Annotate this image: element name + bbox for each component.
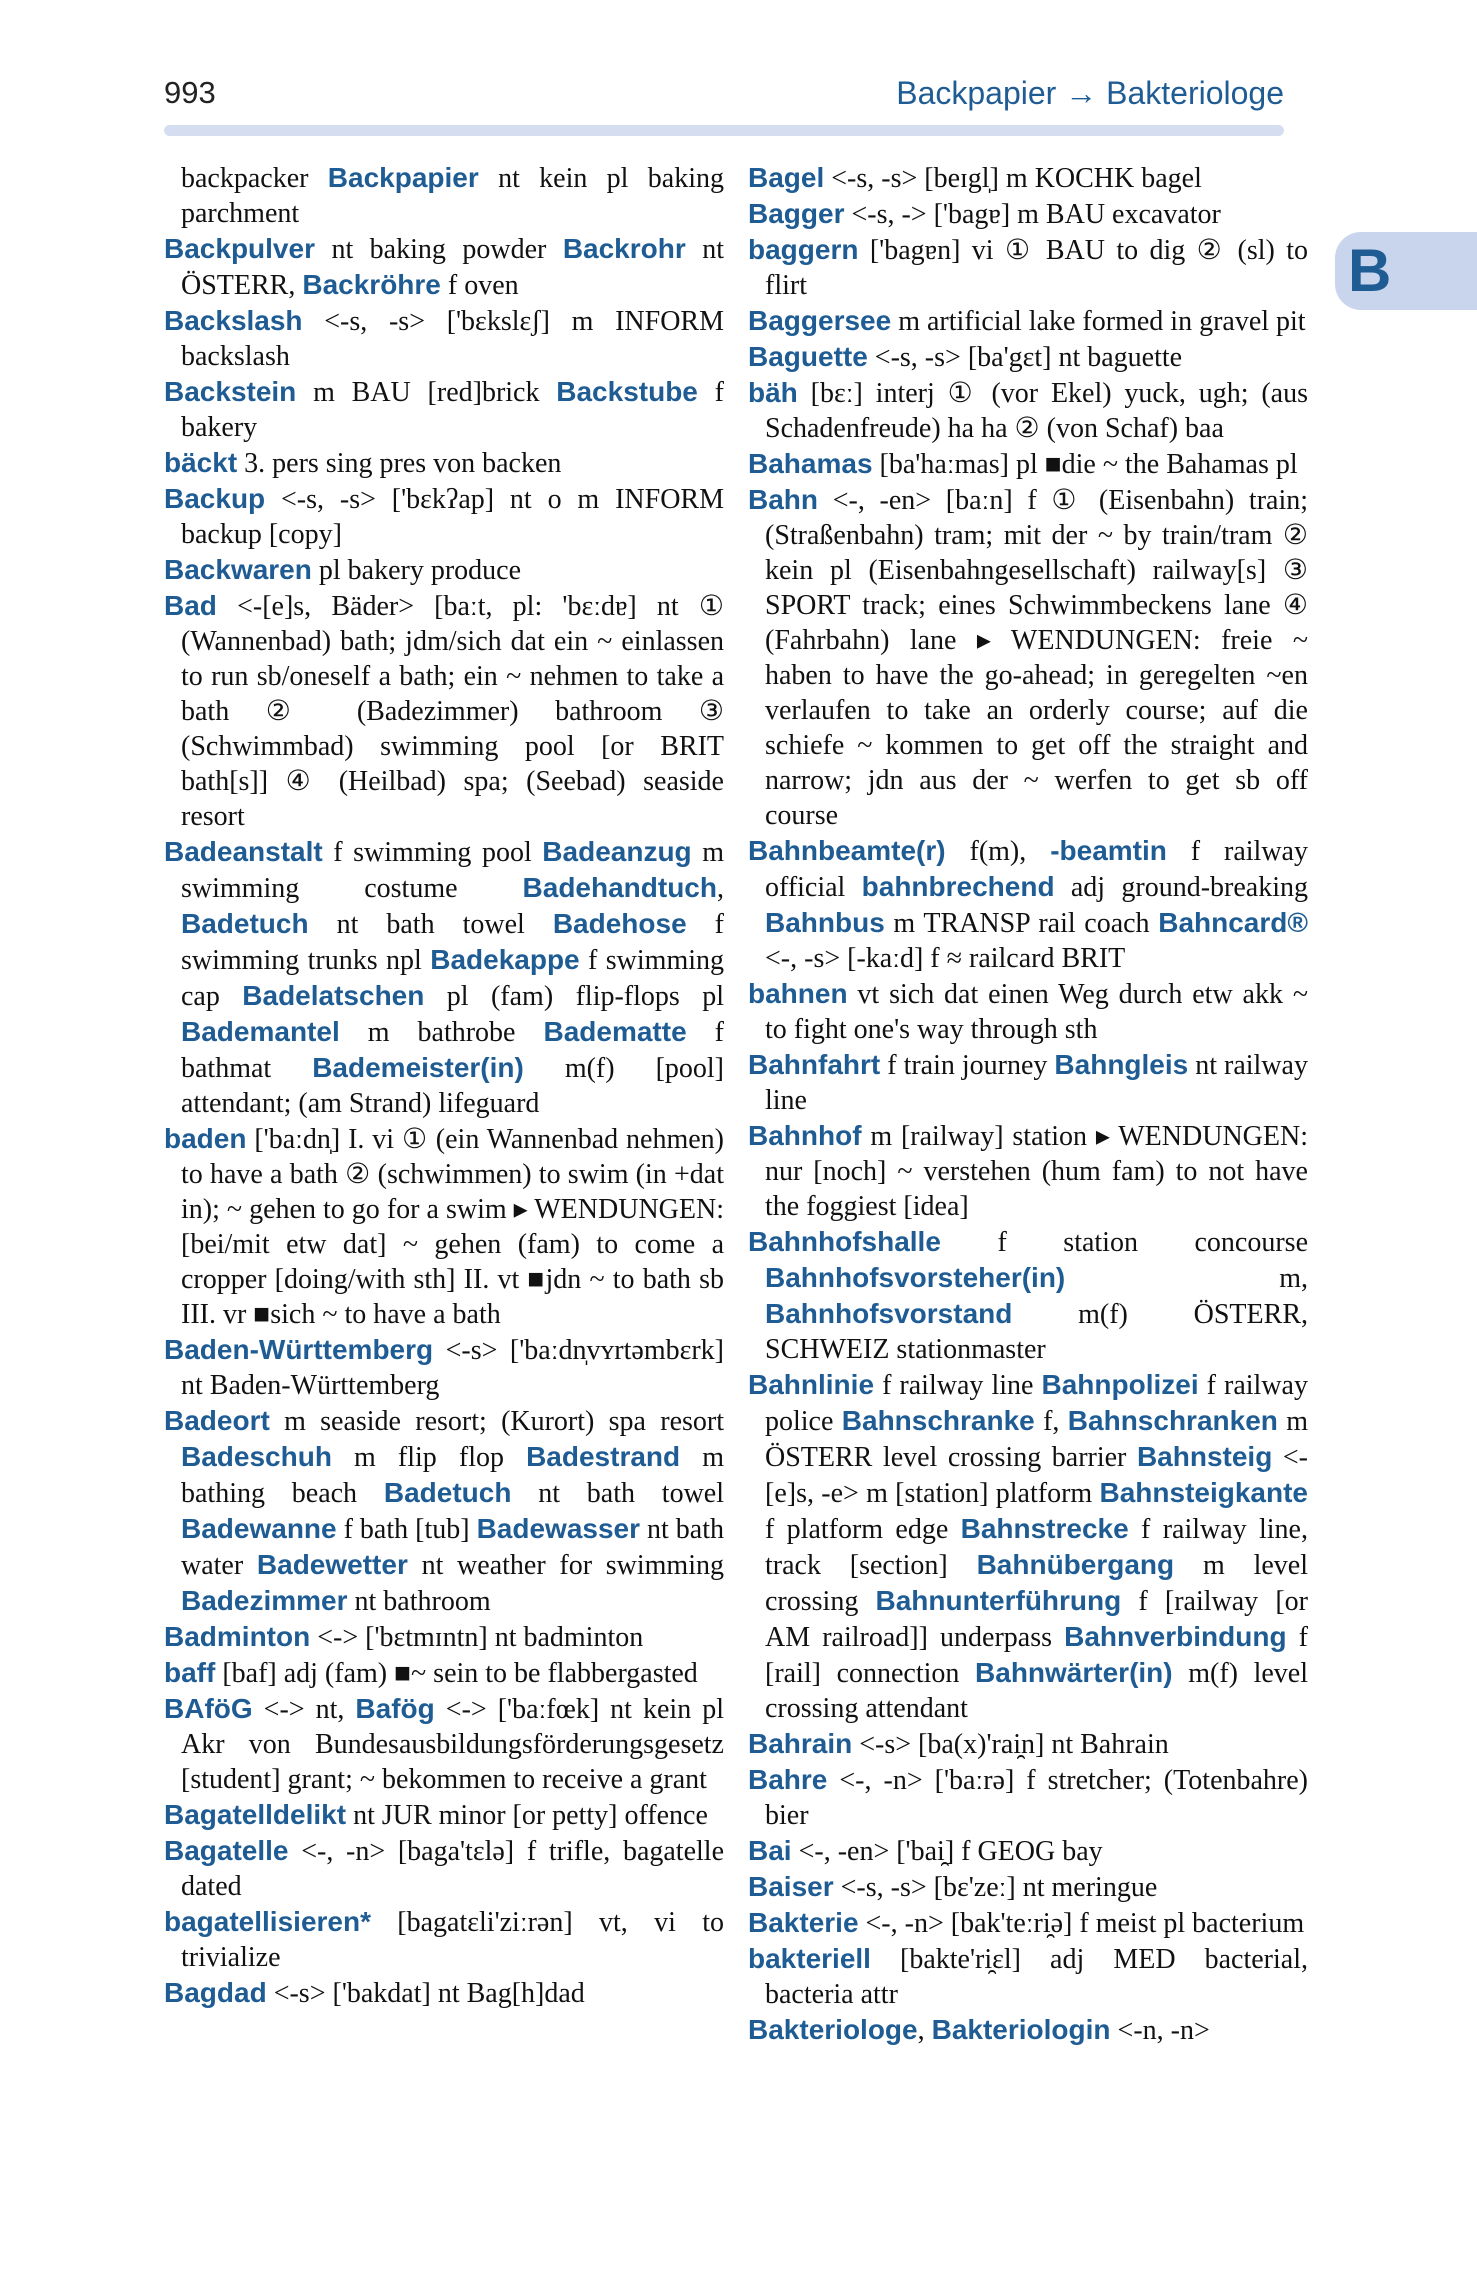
dictionary-entry bbox=[164, 1121, 724, 1332]
dictionary-entry bbox=[748, 446, 1308, 482]
dictionary-entry bbox=[748, 160, 1308, 196]
entry-headword: Bahnhofshalle bbox=[748, 1226, 941, 1257]
entry-text: m TRANSP rail coach bbox=[884, 908, 1159, 939]
entry-text: <-n, -n> bbox=[1110, 2015, 1210, 2046]
entry-headword: Backslash bbox=[164, 305, 303, 336]
dictionary-entry bbox=[748, 976, 1308, 1047]
entry-headword: Bahnlinie bbox=[748, 1369, 875, 1400]
entry-text: adj ground-breaking bbox=[1054, 872, 1308, 903]
entry-subheadword: Bakteriologin bbox=[931, 2014, 1111, 2045]
entry-text: f bath [tub] bbox=[336, 1514, 477, 1545]
dictionary-entry bbox=[748, 2012, 1308, 2048]
entry-text: m ÖSTERR level crossing barrier bbox=[765, 1406, 1309, 1473]
entry-headword: bäckt bbox=[164, 447, 238, 478]
dictionary-entry bbox=[748, 1367, 1308, 1726]
entry-headword: Baiser bbox=[748, 1871, 834, 1902]
entry-subheadword: Badetuch bbox=[181, 908, 309, 939]
entry-headword: Bahre bbox=[748, 1764, 828, 1795]
entry-text: m(f) [pool] attendant; (am Strand) lifeguard bbox=[181, 1053, 724, 1119]
dictionary-entry bbox=[164, 1833, 724, 1904]
dictionary-entry bbox=[164, 1691, 724, 1797]
dictionary-entry bbox=[164, 1403, 724, 1619]
entry-headword: bagatellisieren* bbox=[164, 1906, 371, 1937]
entry-text: m [railway] station ▸ WENDUNGEN: nur [noch] ~ verstehen (hum fam) to not have the foggiest [idea] bbox=[765, 1121, 1308, 1222]
entry-subheadword: Bademantel bbox=[181, 1016, 340, 1047]
entry-headword: Baden-Württemberg bbox=[164, 1334, 434, 1365]
dictionary-entry bbox=[748, 1224, 1308, 1367]
entry-text: f bakery bbox=[181, 377, 724, 443]
dictionary-entry bbox=[164, 1797, 724, 1833]
entry-text: f station concourse bbox=[940, 1227, 1308, 1258]
entry-text: <-s, -s> [beɪgl̩] m KOCHK bagel bbox=[824, 163, 1202, 194]
entry-text: ['baːdn̩] I. vi ① (ein Wannenbad nehmen) to have a bath ② (schwimmen) to swim (in +dat in); ~ gehen to go for a swim ▸ WENDUNGEN: [bei/mit etw dat] ~ gehen (fam) to come a cropper [doing/with sth] II. vt ■jdn ~ to bath sb III. vr ■sich ~ to have a bath bbox=[181, 1124, 724, 1330]
entry-subheadword: Badeschuh bbox=[181, 1441, 332, 1472]
entry-text: pl bakery produce bbox=[311, 555, 522, 586]
entry-text: <-s> ['bakdat] nt Bag[h]dad bbox=[266, 1978, 585, 2009]
dictionary-entry bbox=[164, 834, 724, 1121]
entry-text: <-s, -s> [ba'gɛt] nt baguette bbox=[867, 342, 1183, 373]
entry-subheadword: Bademeister(in) bbox=[312, 1052, 524, 1083]
entry-headword: Baguette bbox=[748, 341, 868, 372]
entry-text: m artificial lake formed in gravel pit bbox=[891, 306, 1306, 337]
entry-text: f railway line, track [section] bbox=[765, 1514, 1308, 1581]
entry-headword: BAföG bbox=[164, 1693, 253, 1724]
entry-subheadword: Badeanzug bbox=[542, 836, 692, 867]
thumb-index-letter: B bbox=[1348, 237, 1392, 304]
entry-subheadword: Bahnunterführung bbox=[875, 1585, 1122, 1616]
entry-text: m bathrobe bbox=[339, 1017, 544, 1048]
entry-text: pl (fam) flip-flops pl bbox=[424, 981, 724, 1012]
entry-text: nt bath towel bbox=[511, 1478, 724, 1509]
entry-text: f railway line bbox=[874, 1370, 1042, 1401]
dictionary-entry bbox=[164, 231, 724, 303]
dictionary-entry bbox=[748, 1118, 1308, 1224]
entry-subheadword: Bahnbus bbox=[765, 907, 885, 938]
entry-text: <-, -n> ['baːrə] f stretcher; (Totenbahre) bier bbox=[765, 1765, 1308, 1831]
entry-headword: Backpulver bbox=[164, 233, 315, 264]
entry-text: f railway official bbox=[765, 836, 1308, 903]
entry-text: m flip flop bbox=[331, 1442, 527, 1473]
entry-subheadword: Bahnpolizei bbox=[1041, 1369, 1199, 1400]
running-head: Backpapier → Bakteriologe bbox=[896, 75, 1284, 111]
entry-text: f bathmat bbox=[181, 1017, 724, 1084]
dictionary-entry bbox=[748, 196, 1308, 232]
entry-headword: Backup bbox=[164, 483, 266, 514]
entry-headword: Bahamas bbox=[748, 448, 873, 479]
entry-subheadword: Bahnübergang bbox=[976, 1549, 1175, 1580]
entry-subheadword: Bahnhofsvorsteher(in) bbox=[765, 1262, 1066, 1293]
entry-text: m(f) ÖSTERR, SCHWEIZ stationmaster bbox=[765, 1299, 1308, 1365]
entry-text: <-s, -s> ['bɛkslɛʃ] m INFORM backslash bbox=[181, 306, 724, 372]
dictionary-entry bbox=[748, 1869, 1308, 1905]
entry-subheadword: Badewasser bbox=[476, 1513, 641, 1544]
entry-headword: Bai bbox=[748, 1835, 792, 1866]
entry-text: [bakte'ri̯ɛl] adj MED bacterial, bacteria attr bbox=[765, 1944, 1308, 2010]
entry-text: m swimming costume bbox=[181, 837, 724, 904]
entry-headword: Backstein bbox=[164, 376, 297, 407]
entry-text: <-, -n> [bak'teːri̯ə] f meist pl bacterium bbox=[858, 1908, 1305, 1939]
entry-headword: bahnen bbox=[748, 978, 848, 1009]
entry-text: m, bbox=[1065, 1263, 1308, 1294]
entry-text: m seaside resort; (Kurort) spa resort bbox=[269, 1406, 724, 1437]
entry-text: f train journey bbox=[880, 1050, 1055, 1081]
entry-subheadword: Bahngleis bbox=[1054, 1049, 1189, 1080]
entry-text: m BAU [red]brick bbox=[296, 377, 557, 408]
dictionary-entry bbox=[748, 303, 1308, 339]
entry-subheadword: Bahncard® bbox=[1158, 907, 1308, 938]
entry-subheadword: Bahnschranke bbox=[841, 1405, 1035, 1436]
entry-text: vt sich dat einen Weg durch etw akk ~ to fight one's way through sth bbox=[765, 979, 1308, 1045]
entry-headword: Bakteriologe bbox=[748, 2014, 918, 2045]
entry-text: <-, -n> [baga'tɛlə] f trifle, bagatelle dated bbox=[181, 1836, 724, 1902]
dictionary-entry bbox=[164, 552, 724, 588]
entry-headword: Bahn bbox=[748, 484, 818, 515]
entry-subheadword: Bahnverbindung bbox=[1064, 1621, 1287, 1652]
entry-headword: Bagatelldelikt bbox=[164, 1799, 347, 1830]
entry-text: nt weather for swimming bbox=[407, 1550, 724, 1581]
entry-text: , bbox=[717, 873, 724, 904]
entry-subheadword: Bafög bbox=[355, 1693, 435, 1724]
entry-subheadword: Backstube bbox=[556, 376, 698, 407]
entry-headword: Bahrain bbox=[748, 1728, 853, 1759]
entry-text: <-, -en> [baːn] f ① (Eisenbahn) train; (Straßenbahn) tram; mit der ~ by train/tram ② kein pl (Eisenbahngesellschaft) railway[s] ③ SPORT track; eines Schwimmbeckens lane ④ (Fahrbahn) lane ▸ WENDUNGEN: freie ~ haben to have the go-ahead; in geregelten ~en verlaufen to take an orderly course; auf die schiefe ~ kommen to get off the straight and narrow; jdn aus der ~ werfen to get sb off course bbox=[765, 485, 1308, 831]
dictionary-entry bbox=[164, 445, 724, 481]
entry-subheadword: Badewanne bbox=[181, 1513, 337, 1544]
entry-text: backpacker bbox=[181, 163, 328, 194]
entry-text: <-s, -s> [bɛ'zeː] nt meringue bbox=[833, 1872, 1158, 1903]
entry-text: f [rail] connection bbox=[765, 1622, 1308, 1689]
entry-text: nt kein pl baking parchment bbox=[181, 163, 724, 229]
entry-headword: Bagdad bbox=[164, 1977, 267, 2008]
entry-headword: baden bbox=[164, 1123, 247, 1154]
dictionary-entry bbox=[164, 1619, 724, 1655]
dictionary-entry bbox=[748, 232, 1308, 303]
entry-subheadword: Badematte bbox=[543, 1016, 687, 1047]
entry-headword: Badminton bbox=[164, 1621, 311, 1652]
entry-text: [bɛː] interj ① (vor Ekel) yuck, ugh; (aus Schadenfreude) ha ha ② (von Schaf) baa bbox=[765, 378, 1308, 444]
entry-subheadword: Bahnsteigkante bbox=[1099, 1477, 1308, 1508]
dictionary-entry bbox=[748, 833, 1308, 976]
entry-headword: baggern bbox=[748, 234, 859, 265]
entry-subheadword: Bahnsteig bbox=[1136, 1441, 1273, 1472]
entry-subheadword: Badelatschen bbox=[242, 980, 425, 1011]
entry-subheadword: Badezimmer bbox=[181, 1585, 348, 1616]
entry-subheadword: Bahnschranken bbox=[1067, 1405, 1278, 1436]
header-rule bbox=[164, 125, 1284, 136]
entry-subheadword: Badetuch bbox=[383, 1477, 512, 1508]
dictionary-entry bbox=[164, 1332, 724, 1403]
entry-text: nt bath towel bbox=[308, 909, 553, 940]
entry-text: m(f) level crossing attendant bbox=[765, 1658, 1308, 1724]
entry-headword: Baggersee bbox=[748, 305, 892, 336]
dictionary-entry bbox=[164, 374, 724, 445]
dictionary-entry bbox=[748, 1941, 1308, 2012]
dictionary-entry bbox=[748, 1905, 1308, 1941]
entry-headword: Bahnhof bbox=[748, 1120, 862, 1151]
dictionary-entry bbox=[748, 1762, 1308, 1833]
entry-text: <-s> ['baːdn̩vʏrtəmbɛrk] nt Baden-Württemberg bbox=[181, 1335, 724, 1401]
entry-headword: bakteriell bbox=[748, 1943, 871, 1974]
entry-headword: Bad bbox=[164, 590, 217, 621]
dictionary-entry bbox=[164, 1655, 724, 1691]
entry-headword: Badeort bbox=[164, 1405, 270, 1436]
dictionary-entry bbox=[748, 1833, 1308, 1869]
entry-headword: Bahnfahrt bbox=[748, 1049, 881, 1080]
entry-text: nt bathroom bbox=[347, 1586, 491, 1617]
entry-headword: bäh bbox=[748, 377, 798, 408]
entry-text: f swimming trunks npl bbox=[181, 909, 724, 976]
entry-text: <-[e]s, Bäder> [baːt, pl: 'bɛːdɐ] nt ① (Wannenbad) bath; jdm/sich dat ein ~ einlassen to run sb/oneself a bath; ein ~ nehmen to take a bath ② (Badezimmer) bathroom ③ (Schwimmbad) swimming pool [or BRIT bath[s]] ④ (Heilbad) spa; (Seebad) seaside resort bbox=[181, 591, 724, 832]
dictionary-entry bbox=[164, 1904, 724, 1975]
right-column bbox=[748, 160, 1308, 2048]
entry-text: [ba'haːmas] pl ■die ~ the Bahamas pl bbox=[872, 449, 1298, 480]
entry-subheadword: -beamtin bbox=[1050, 835, 1167, 866]
entry-text: [baf] adj (fam) ■~ sein to be flabbergasted bbox=[215, 1658, 698, 1689]
entry-headword: Badeanstalt bbox=[164, 836, 323, 867]
entry-text: nt ÖSTERR, bbox=[181, 234, 724, 301]
entry-text: f swimming cap bbox=[181, 945, 725, 1012]
entry-text: f, bbox=[1034, 1406, 1068, 1437]
left-column bbox=[164, 160, 724, 2011]
entry-text: , bbox=[917, 2015, 932, 2046]
entry-subheadword: Badewetter bbox=[256, 1549, 408, 1580]
entry-subheadword: Badehandtuch bbox=[522, 872, 717, 903]
entry-subheadword: Backrohr bbox=[562, 233, 686, 264]
dictionary-entry bbox=[748, 1047, 1308, 1118]
entry-text: nt baking powder bbox=[314, 234, 563, 265]
dictionary-entry bbox=[748, 375, 1308, 446]
entry-text: <-, -en> ['bai̯] f GEOG bay bbox=[791, 1836, 1103, 1867]
entry-text: m level crossing bbox=[765, 1550, 1308, 1617]
entry-headword: Bagger bbox=[748, 198, 845, 229]
entry-text: <-> ['baːfœk] nt kein pl Akr von Bundesausbildungsförderungsgesetz [student] grant; ~ bekommen to receive a grant bbox=[181, 1694, 724, 1795]
entry-text: 3. pers sing pres von backen bbox=[237, 448, 562, 479]
entry-text: f platform edge bbox=[765, 1514, 961, 1545]
dictionary-entry bbox=[164, 1975, 724, 2011]
entry-text: <-s> [ba(x)'rai̯n] nt Bahrain bbox=[852, 1729, 1169, 1760]
dictionary-entry bbox=[748, 482, 1308, 833]
dictionary-entry bbox=[164, 160, 724, 231]
entry-subheadword: Badehose bbox=[552, 908, 687, 939]
entry-subheadword: Bahnhofsvorstand bbox=[765, 1298, 1013, 1329]
entry-subheadword: Bahnwärter(in) bbox=[975, 1657, 1173, 1688]
entry-text: f(m), bbox=[945, 836, 1051, 867]
entry-text: f [railway [or AM railroad]] underpass bbox=[765, 1586, 1308, 1653]
entry-text: [bagatɛli'ziːrən] vt, vi to trivialize bbox=[181, 1907, 724, 1973]
dictionary-entry bbox=[748, 339, 1308, 375]
entry-subheadword: Badekappe bbox=[430, 944, 580, 975]
entry-headword: Bagel bbox=[748, 162, 825, 193]
entry-subheadword: Backpapier bbox=[327, 162, 479, 193]
entry-text: nt JUR minor [or petty] offence bbox=[346, 1800, 708, 1831]
dictionary-entry bbox=[164, 481, 724, 552]
entry-text: nt railway line bbox=[765, 1050, 1308, 1116]
entry-headword: baff bbox=[164, 1657, 216, 1688]
entry-text: <-, -s> [-kaːd] f ≈ railcard BRIT bbox=[765, 943, 1126, 974]
page-number: 993 bbox=[164, 75, 216, 110]
dictionary-entry bbox=[748, 1726, 1308, 1762]
entry-headword: Bagatelle bbox=[164, 1835, 289, 1866]
entry-headword: Bahnbeamte(r) bbox=[748, 835, 946, 866]
dictionary-entry bbox=[164, 588, 724, 834]
entry-text: nt bath water bbox=[181, 1514, 725, 1581]
entry-text: m bathing beach bbox=[181, 1442, 724, 1509]
entry-headword: Bakterie bbox=[748, 1907, 859, 1938]
entry-subheadword: Bahnstrecke bbox=[960, 1513, 1129, 1544]
entry-text: ['bagɐn] vi ① BAU to dig ② (sl) to flirt bbox=[765, 235, 1308, 301]
entry-text: <-> ['bɛtmɪntn] nt badminton bbox=[310, 1622, 644, 1653]
entry-text: f swimming pool bbox=[322, 837, 543, 868]
entry-text: <-s, -s> ['bɛkʔap] nt o m INFORM backup [copy] bbox=[181, 484, 724, 550]
dictionary-entry bbox=[164, 303, 724, 374]
entry-text: <-> nt, bbox=[252, 1694, 356, 1725]
entry-subheadword: Badestrand bbox=[526, 1441, 681, 1472]
entry-subheadword: bahnbrechend bbox=[861, 871, 1055, 902]
entry-subheadword: Backröhre bbox=[302, 269, 441, 300]
entry-text: f oven bbox=[440, 270, 519, 301]
entry-text: f railway police bbox=[765, 1370, 1308, 1437]
entry-text: <-[e]s, -e> m [station] platform bbox=[765, 1442, 1308, 1509]
entry-text: <-s, -> ['bagɐ] m BAU excavator bbox=[844, 199, 1221, 230]
entry-headword: Backwaren bbox=[164, 554, 312, 585]
